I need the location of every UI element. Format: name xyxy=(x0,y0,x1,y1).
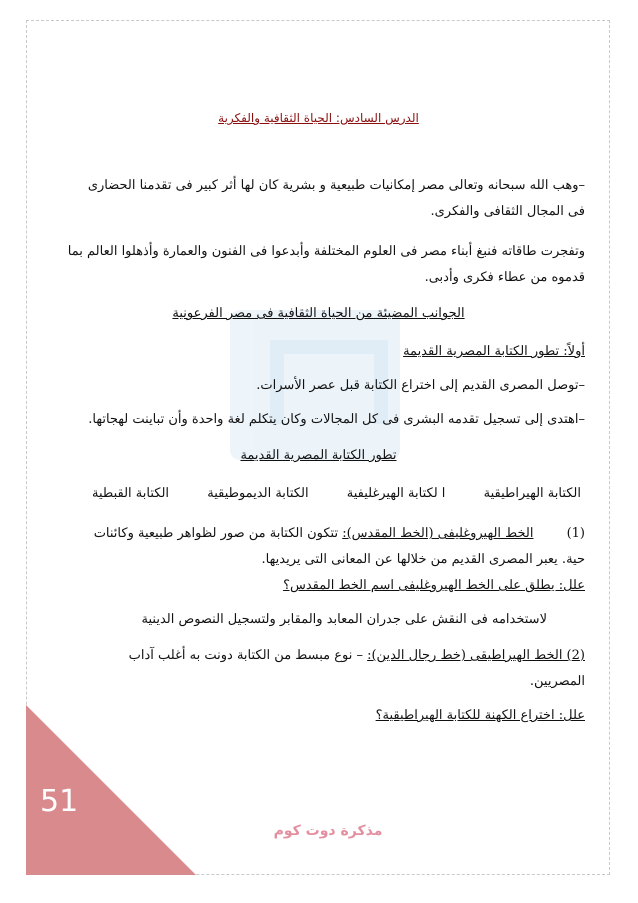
para2-line-2: قدموه من عطاء فكرى وأدبى. xyxy=(424,270,585,285)
question-1: علل: يطلق على الخط الهيروغليفى اسم الخط المقدس؟ xyxy=(283,578,585,593)
item-1-number: (1) xyxy=(566,526,585,541)
item-1-title: الخط الهيروغليفى (الخط المقدس): xyxy=(342,526,534,541)
first-heading: أولاً: تطور الكتابة المصرية القديمة xyxy=(403,344,585,359)
point-2: –اهتدى إلى تسجيل تقدمه البشرى فى كل المجالات وكان يتكلم لغة واحدة وأن تباينت لهجاتها. xyxy=(88,412,585,427)
item-1-line-2: حية. يعبر المصرى القديم من خلالها عن المعانى التى يريديها. xyxy=(261,552,585,567)
item-2-line-2: المصريين. xyxy=(529,674,585,689)
type-hieratic: الكتابة الهيراطيقية xyxy=(483,486,581,501)
type-hieroglyphic: ا لكتابة الهيرغليفية xyxy=(346,486,446,501)
item-1-text: تتكون الكتابة من صور لظواهر طبيعية وكائنات xyxy=(93,526,343,541)
answer-1: لاستخدامه فى النقش على جدران المعابد والمقابر ولتسجيل النصوص الدينية xyxy=(141,612,547,627)
question-2: علل: اختراع الكهنة للكتابة الهيراطيقية؟ xyxy=(375,708,585,723)
para2-line-1: وتفجرت طاقاته فنبغ أبناء مصر فى العلوم المختلفة وأبدعوا فى الفنون والعمارة وأذهلوا العالم بما xyxy=(67,244,585,259)
development-heading: تطور الكتابة المصرية القديمة xyxy=(240,448,397,463)
item-2-text: – نوع مبسط من الكتابة دونت به أغلب آداب xyxy=(128,648,368,663)
item-1 xyxy=(52,521,585,547)
item-2 xyxy=(52,643,585,669)
type-coptic: الكتابة القبطية xyxy=(92,486,170,501)
page-number: 51 xyxy=(40,784,79,819)
document-body xyxy=(52,105,585,729)
point-1: –توصل المصرى القديم إلى اختراع الكتابة قبل عصر الأسرات. xyxy=(256,378,585,393)
lesson-title: الدرس السادس: الحياة الثقافية والفكرية xyxy=(218,111,419,125)
section-heading: الجوانب المضيئة من الحياة الثقافية فى مصر الفرعونية xyxy=(172,306,465,321)
footer-watermark: مذكرة دوت كوم xyxy=(273,823,383,839)
writing-types-row xyxy=(52,481,585,507)
item-2-title: (2) الخط الهيراطيقى (خط رجال الدين): xyxy=(367,648,585,663)
intro-line-1: –وهب الله سبحانه وتعالى مصر إمكانيات طبيعية و بشرية كان لها أثر كبير فى تقدمنا الحضارى xyxy=(87,178,585,193)
type-demotic: الكتابة الديموطيقية xyxy=(207,486,309,501)
intro-line-2: فى المجال الثقافى والفكرى. xyxy=(430,204,585,219)
